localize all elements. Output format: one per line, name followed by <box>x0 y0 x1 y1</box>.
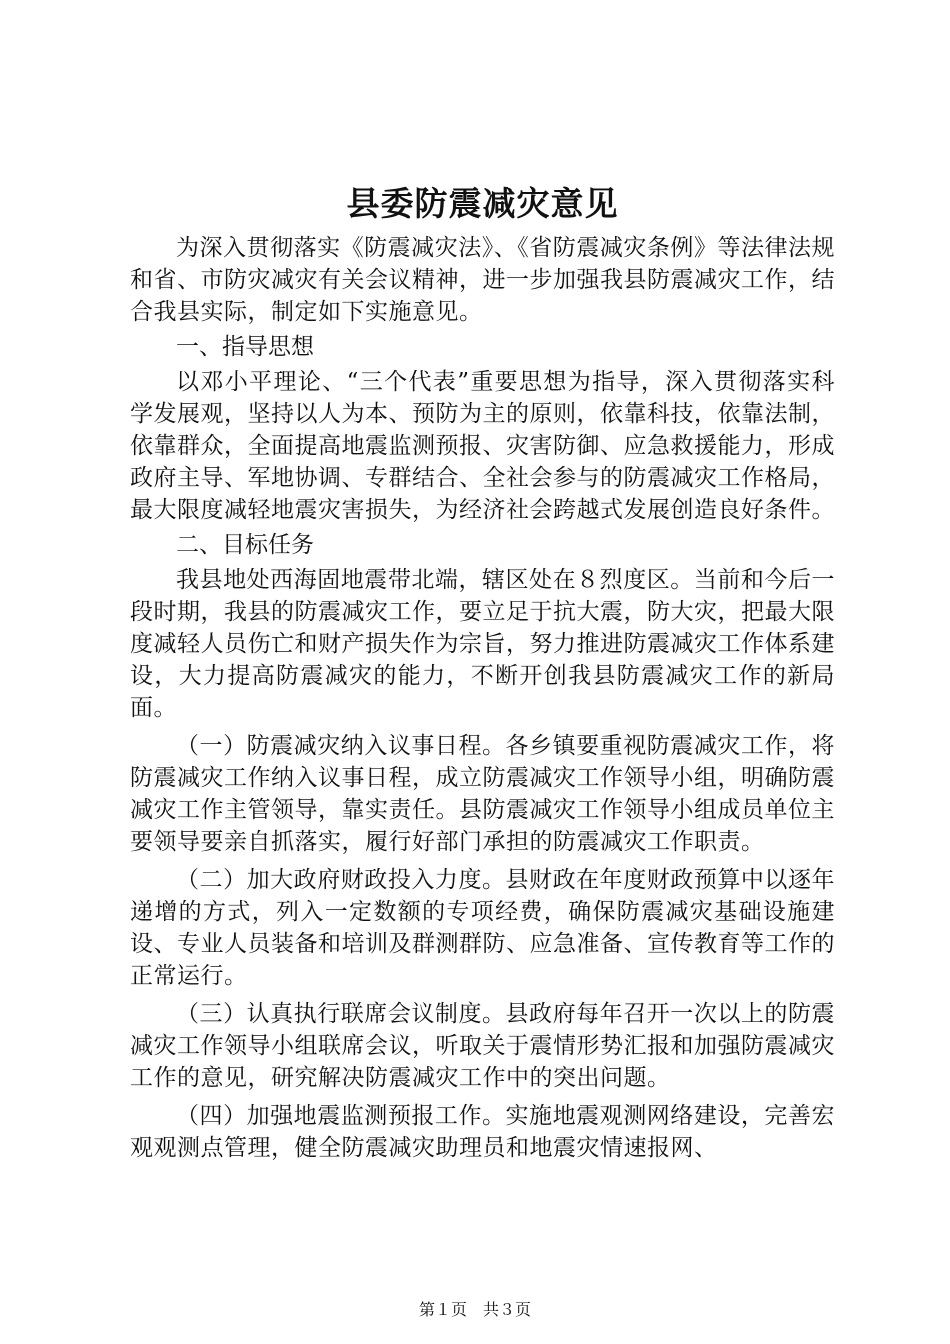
document-page <box>130 180 835 1167</box>
section-heading-guiding-ideology: 一、指导思想 <box>176 334 314 360</box>
goals-tasks-paragraph: 我县地处西海固地震带北端，辖区处在８烈度区。当前和今后一段时期，我县的防震减灾工作，要立足于抗大震，防大灾，把最大限度减轻人员伤亡和财产损失作为宗旨，努力推进防震减灾工作体系建设，大力提高防震减灾的能力，不断开创我县防震减灾工作的新局面。 <box>130 567 835 721</box>
intro-paragraph: 为深入贯彻落实《防震减灾法》、《省防震减灾条例》等法律法规和省、市防灾减灾有关会议精神，进一步加强我县防震减灾工作，结合我县实际，制定如下实施意见。 <box>130 235 835 325</box>
item-2-paragraph: （二）加大政府财政投入力度。县财政在年度财政预算中以逐年递增的方式，列入一定数额的专项经费，确保防震减灾基础设施建设、专业人员装备和培训及群测群防、应急准备、宣传教育等工作的正常运行。 <box>130 867 835 989</box>
guiding-ideology-paragraph: 以邓小平理论、“三个代表”重要思想为指导，深入贯彻落实科学发展观，坚持以人为本、预防为主的原则，依靠科技，依靠法制，依靠群众，全面提高地震监测预报、灾害防御、应急救援能力，形成政府主导、军地协调、专群结合、全社会参与的防震减灾工作格局，最大限度减轻地震灾害损失，为经济社会跨越式发展创造良好条件。 <box>130 369 835 523</box>
document-title: 县委防震减灾意见 <box>346 184 619 223</box>
item-4-paragraph: （四）加强地震监测预报工作。实施地震观测网络建设，完善宏观观测点管理，健全防震减灾助理员和地震灾情速报网、 <box>130 1103 835 1161</box>
page-footer: 第１页 共３页 <box>418 1300 531 1319</box>
item-3-paragraph: （三）认真执行联席会议制度。县政府每年召开一次以上的防震减灾工作领导小组联席会议，听取关于震情形势汇报和加强防震减灾工作的意见，研究解决防震减灾工作中的突出问题。 <box>130 1001 835 1091</box>
section-heading-goals-tasks: 二、目标任务 <box>176 532 314 558</box>
item-1-paragraph: （一）防震减灾纳入议事日程。各乡镇要重视防震减灾工作，将防震减灾工作纳入议事日程，成立防震减灾工作领导小组，明确防震减灾工作主管领导，靠实责任。县防震减灾工作领导小组成员单位主要领导要亲自抓落实，履行好部门承担的防震减灾工作职责。 <box>130 733 835 855</box>
